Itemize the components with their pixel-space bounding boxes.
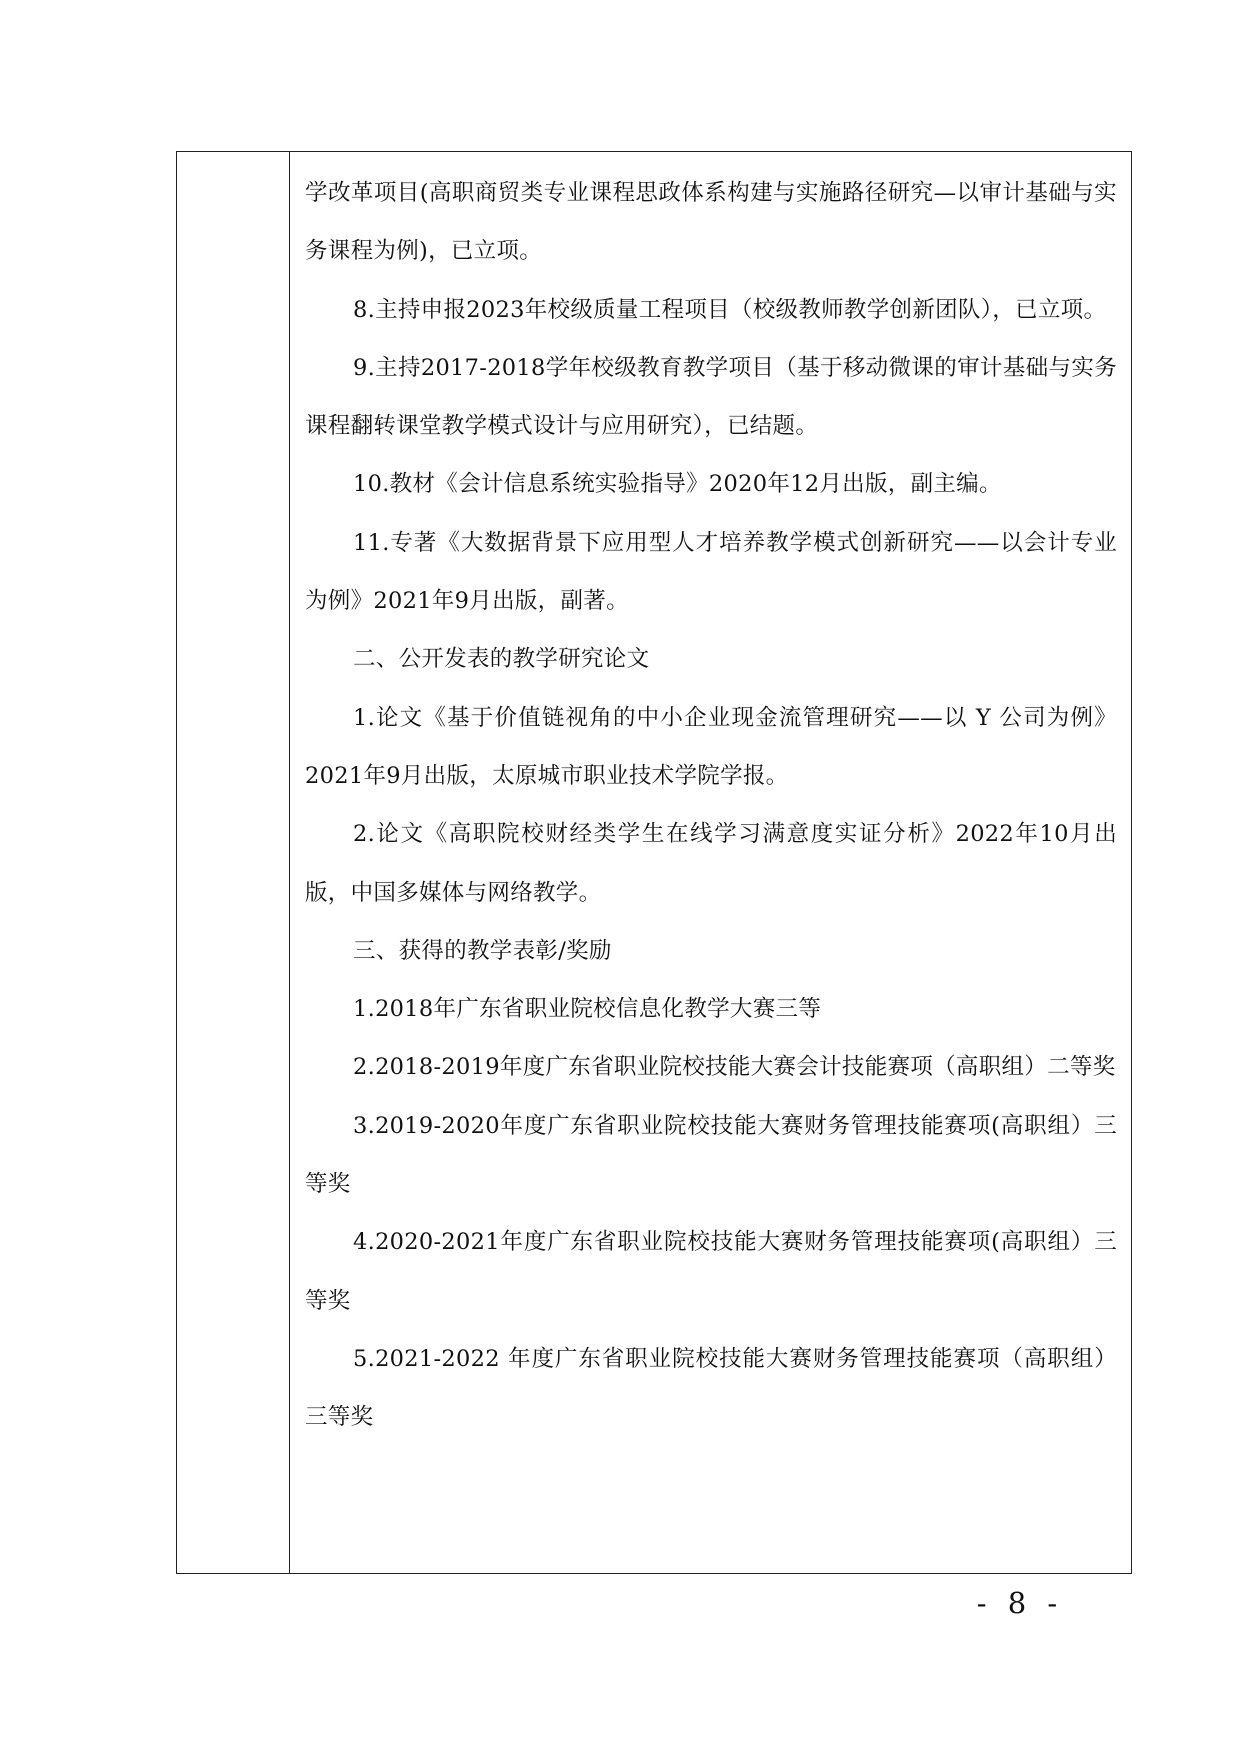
paragraph: 11.专著《大数据背景下应用型人才培养教学模式创新研究——以会计专业为例》2021年9月出版，副著。 <box>305 529 1117 615</box>
paragraph: 1.2018年广东省职业院校信息化教学大赛三等 <box>353 996 822 1023</box>
paragraph: 2.2018-2019年度广东省职业院校技能大赛会计技能赛项（高职组）二等奖 <box>353 1054 1116 1081</box>
document-table <box>176 151 1132 1574</box>
section-heading: 三、获得的教学表彰/奖励 <box>353 937 612 964</box>
section-heading: 二、公开发表的教学研究论文 <box>353 646 650 673</box>
paragraph: 2.论文《高职院校财经类学生在线学习满意度实证分析》2022年10月出版，中国多媒体与网络教学。 <box>305 821 1117 906</box>
paragraph: 3.2019-2020年度广东省职业院校技能大赛财务管理技能赛项(高职组）三等奖 <box>305 1112 1117 1198</box>
paragraph: 5.2021-2022 年度广东省职业院校技能大赛财务管理技能赛项（高职组）三等奖 <box>305 1345 1117 1431</box>
table-content-cell <box>305 164 1117 1447</box>
page-number: - 8 - <box>976 1586 1064 1620</box>
table-left-column <box>177 152 290 1573</box>
paragraph: 9.主持2017-2018学年校级教育教学项目（基于移动微课的审计基础与实务课程翻转课堂教学模式设计与应用研究），已结题。 <box>305 354 1117 440</box>
paragraph: 1.论文《基于价值链视角的中小企业现金流管理研究——以 Y 公司为例》2021年9月出版，太原城市职业技术学院学报。 <box>305 704 1117 789</box>
paragraph: 8.主持申报2023年校级质量工程项目（校级教师教学创新团队），已立项。 <box>353 296 1107 323</box>
paragraph: 学改革项目(高职商贸类专业课程思政体系构建与实施路径研究—以审计基础与实务课程为例)，已立项。 <box>305 180 1117 265</box>
paragraph: 10.教材《会计信息系统实验指导》2020年12月出版，副主编。 <box>353 471 1002 498</box>
paragraph: 4.2020-2021年度广东省职业院校技能大赛财务管理技能赛项(高职组）三等奖 <box>305 1229 1117 1314</box>
